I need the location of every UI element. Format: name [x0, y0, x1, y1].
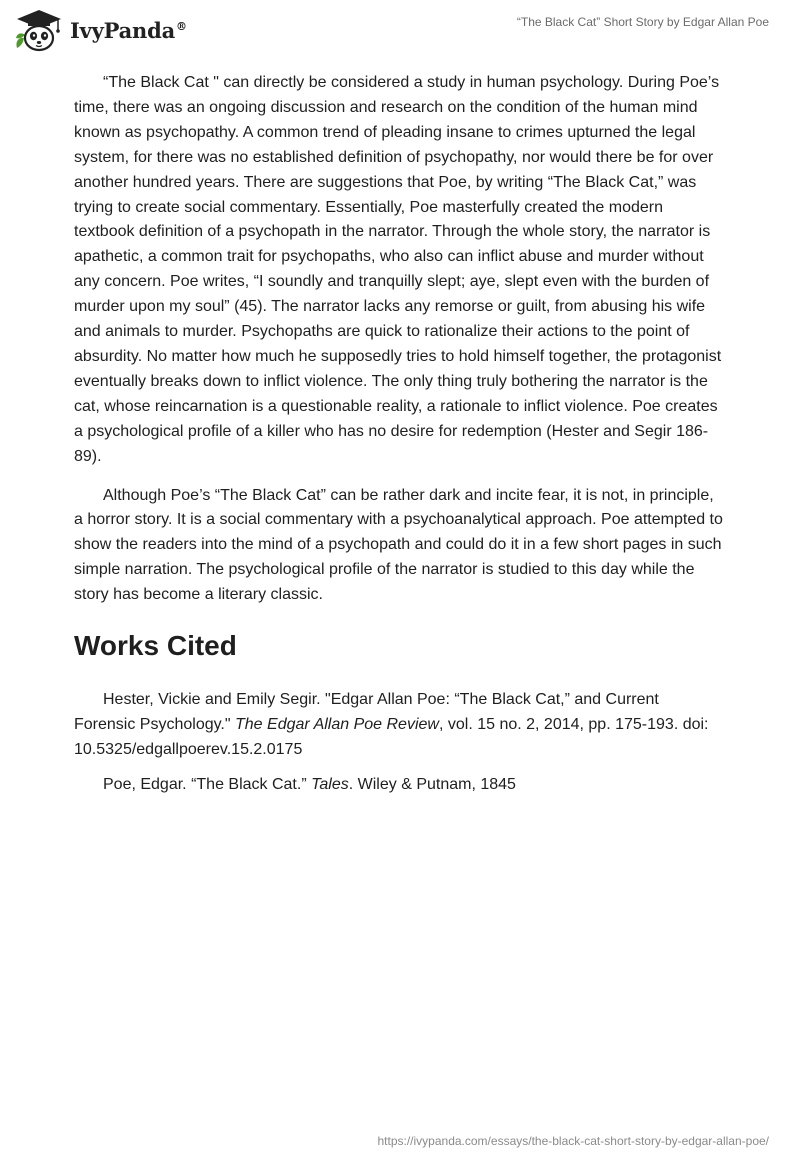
citation-hester-segir: Hester, Vickie and Emily Segir. "Edgar Allan Poe: “The Black Cat,” and Current Forensic Psychology." The Edgar Allan Poe Review, vol. 15 no. 2, 2014, pp. 175-193. doi: 10.5325/edgallpoerev.15.2.0175	[74, 691, 709, 758]
ivypanda-logo[interactable]	[14, 8, 187, 52]
source-url[interactable]: https://ivypanda.com/essays/the-black-cat-short-story-by-edgar-allan-poe/	[377, 1134, 769, 1148]
logo-wordmark: IvyPanda®	[70, 17, 187, 43]
citation-poe: Poe, Edgar. “The Black Cat.” Tales. Wiley & Putnam, 1845	[103, 775, 516, 793]
book-title: Tales	[311, 775, 349, 793]
document-title: “The Black Cat” Short Story by Edgar Allan Poe	[516, 15, 769, 29]
panda-graduation-cap-icon	[14, 8, 64, 52]
journal-title: The Edgar Allan Poe Review	[235, 715, 439, 733]
body-paragraph-1: “The Black Cat " can directly be considered a study in human psychology. During Poe’s time, there was an ongoing discussion and research on the condition of the human mind known as psychopathy. A common trend of pleading insane to crimes upturned the legal system, for there was no established definition of psychopathy, nor would there be for over another hundred years. There are suggestions that Poe, by writing “The Black Cat,” was trying to create social commentary. Essentially, Poe masterfully created the modern textbook definition of a psychopath in the narrator. Through the whole story, the narrator is apathetic, a common trait for psychopaths, who also can inflict abuse and murder without any concern. Poe writes, “I soundly and tranquilly slept; aye, slept even with the burden of murder upon my soul” (45). The narrator lacks any remorse or guilt, from abusing his wife and animals to murder. Psychopaths are quick to rationalize their actions to the point of absurdity. No matter how much he supposedly tries to hold himself together, the protagonist eventually breaks down to inflict violence. The only thing truly bothering the narrator is the cat, whose reincarnation is a questionable reality, a rationale to inflict violence. Poe creates a psychological profile of a killer who has no desire for redemption (Hester and Segir 186-89).	[74, 74, 722, 465]
essay-content	[74, 71, 724, 808]
body-paragraph-2: Although Poe’s “The Black Cat” can be rather dark and incite fear, it is not, in principle, a horror story. It is a social commentary with a psychoanalytical approach. Poe attempted to show the readers into the mind of a psychopath and could do it in a few short pages in such simple narration. The psychological profile of the narrator is studied to this day while the story has become a literary classic.	[74, 486, 723, 604]
works-cited-heading: Works Cited	[74, 630, 237, 662]
page-header	[0, 0, 800, 60]
